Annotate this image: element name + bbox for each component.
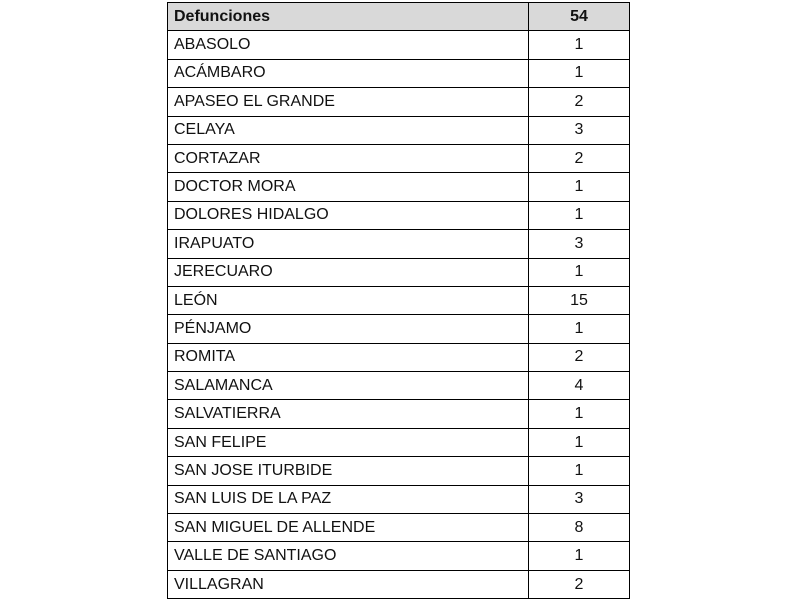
table-row <box>168 570 630 598</box>
row-defunciones: 1 <box>529 173 630 201</box>
row-defunciones: 1 <box>529 400 630 428</box>
row-defunciones: 1 <box>529 428 630 456</box>
row-municipio: CORTAZAR <box>168 144 529 172</box>
row-defunciones: 8 <box>529 514 630 542</box>
row-defunciones: 3 <box>529 485 630 513</box>
table-row <box>168 116 630 144</box>
table-row <box>168 428 630 456</box>
row-municipio: VALLE DE SANTIAGO <box>168 542 529 570</box>
row-municipio: IRAPUATO <box>168 230 529 258</box>
table-row <box>168 31 630 59</box>
row-municipio: SAN JOSE ITURBIDE <box>168 457 529 485</box>
row-municipio: SAN FELIPE <box>168 428 529 456</box>
row-municipio: DOCTOR MORA <box>168 173 529 201</box>
row-defunciones: 1 <box>529 31 630 59</box>
row-defunciones: 1 <box>529 315 630 343</box>
row-defunciones: 4 <box>529 372 630 400</box>
row-municipio: ABASOLO <box>168 31 529 59</box>
row-municipio: DOLORES HIDALGO <box>168 201 529 229</box>
row-defunciones: 2 <box>529 144 630 172</box>
row-defunciones: 1 <box>529 258 630 286</box>
table-row <box>168 173 630 201</box>
row-municipio: LEÓN <box>168 286 529 314</box>
row-municipio: PÉNJAMO <box>168 315 529 343</box>
table-row <box>168 514 630 542</box>
table-row <box>168 372 630 400</box>
row-defunciones: 15 <box>529 286 630 314</box>
row-municipio: JERECUARO <box>168 258 529 286</box>
table-row <box>168 144 630 172</box>
table-row <box>168 343 630 371</box>
row-defunciones: 2 <box>529 570 630 598</box>
row-defunciones: 1 <box>529 201 630 229</box>
row-municipio: VILLAGRAN <box>168 570 529 598</box>
defunciones-table <box>167 2 630 599</box>
row-defunciones: 2 <box>529 343 630 371</box>
row-municipio: SALAMANCA <box>168 372 529 400</box>
row-municipio: APASEO EL GRANDE <box>168 88 529 116</box>
row-municipio: ACÁMBARO <box>168 59 529 87</box>
row-municipio: SAN MIGUEL DE ALLENDE <box>168 514 529 542</box>
row-defunciones: 1 <box>529 457 630 485</box>
row-defunciones: 1 <box>529 59 630 87</box>
table-row <box>168 315 630 343</box>
table-row <box>168 59 630 87</box>
header-label: Defunciones <box>168 3 529 31</box>
row-defunciones: 3 <box>529 230 630 258</box>
row-municipio: SALVATIERRA <box>168 400 529 428</box>
table-row <box>168 201 630 229</box>
row-municipio: SAN LUIS DE LA PAZ <box>168 485 529 513</box>
table-row <box>168 286 630 314</box>
table-row <box>168 230 630 258</box>
table-row <box>168 400 630 428</box>
header-total: 54 <box>529 3 630 31</box>
row-defunciones: 3 <box>529 116 630 144</box>
defunciones-table-container <box>167 2 629 599</box>
table-row <box>168 258 630 286</box>
row-defunciones: 1 <box>529 542 630 570</box>
row-municipio: CELAYA <box>168 116 529 144</box>
table-row <box>168 542 630 570</box>
table-row <box>168 485 630 513</box>
table-row <box>168 88 630 116</box>
row-defunciones: 2 <box>529 88 630 116</box>
table-row <box>168 457 630 485</box>
row-municipio: ROMITA <box>168 343 529 371</box>
table-header-row <box>168 3 630 31</box>
